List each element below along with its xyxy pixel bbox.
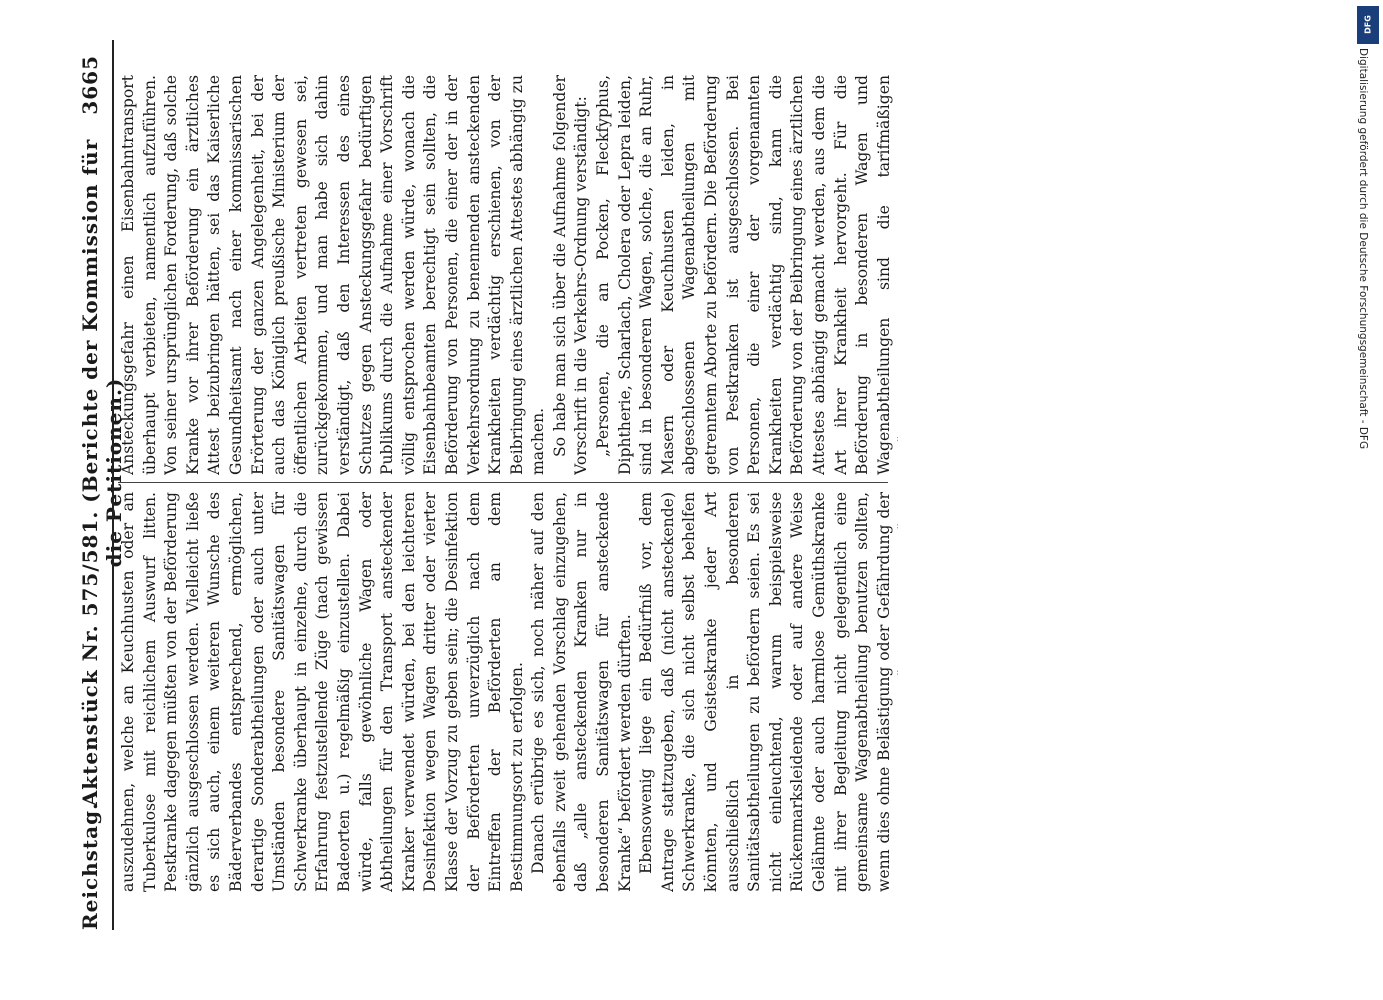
- header-title: Aktenstück Nr. 575/581. (Berichte der Kommission für die Petitionen.): [78, 138, 126, 807]
- page-number: 3665: [78, 55, 102, 115]
- column-divider: [118, 482, 888, 483]
- header-rule: [112, 40, 114, 930]
- paragraph: So habe man sich über die Aufnahme folgender Vorschrift in die Verkehrs-Ordnung verständigt:: [550, 75, 591, 475]
- text-column-right: [118, 75, 898, 475]
- paragraph: auszudehnen, welche an Keuchhusten oder an Tuberkulose mit reichlichem Auswurf litten. Pestkranke dagegen müßten von der Beförderung gänzlich ausgeschlossen werden. Vielleicht ließe es sich auch, einem weiteren Wunsche des Bäderverbandes entsprechend, ermöglichen, derartige Sonderabtheilungen oder auch unter Umständen besondere Sanitätswagen für Schwerkranke überhaupt in einzelne, durch die Erfahrung festzustellende Züge (nach gewissen Badeorten u.) regelmäßig einzustellen. Dabei würde, falls gewöhnliche Wagen oder Abtheilungen für den Transport ansteckender Kranker verwendet würden, bei den leichteren Desinfektion wegen Wagen dritter oder vierter Klasse der Vorzug zu geben sein; die Desinfektion der Beförderten unverzüglich nach dem Eintreffen der Beförderten an dem Bestimmungsort zu erfolgen.: [119, 492, 526, 892]
- dfg-logo-text: DFG: [1363, 15, 1373, 34]
- text-column-left: [118, 492, 898, 892]
- paragraph: Ebensowenig liege ein Bedürfniß vor, dem Antrage stattzugeben, daß (nicht ansteckende) Schwerkranke, die sich nicht selbst behelfen könnten, und Geisteskranke jeder Art ausschließlich in besonderen Sanitätsabtheilungen zu befördern seien. Es sei nicht einleuchtend, warum beispielsweise Rückenmarksleidende oder auf andere Weise Gelähmte oder auch harmlose Gemüthskranke mit ihrer Begleitung nicht gelegentlich eine gemeinsame Wagenabtheilung benutzen sollten, wenn dies ohne Belästigung oder Gefährdung der: [637, 492, 893, 892]
- paragraph: Danach erübrige es sich, noch näher auf den ebenfalls zweit gehenden Vorschlag einzugehen, daß „alle ansteckenden Kranken nur in besonderen Sanitätswagen für ansteckende Kranke“ befördert werden dürften.: [529, 492, 634, 892]
- dfg-logo: [1357, 6, 1379, 44]
- digitization-sidebar: [1355, 0, 1383, 1000]
- paragraph: Ansteckungsgefahr einen Eisenbahntransport überhaupt verbieten, namentlich aufzuführen. Von seiner ursprünglichen Forderung, daß solche Kranke vor ihrer Beförderung ein ärztliches Attest beizubringen hätten, sei das Kaiserliche Gesundheitsamt nach einer kommissarischen Erörterung der ganzen Angelegenheit, bei der auch das Königlich preußische Ministerium der öffentlichen Arbeiten vertreten gewesen sei, zurückgekommen, und man habe sich dahin verständigt, daß den Interessen des eines Schutzes gegen Ansteckungsgefahr bedürftigen Publikums durch die Aufnahme einer Vorschrift völlig entsprochen werden würde, wonach die Eisenbahnbeamten berechtigt sein sollten, die Beförderung von Personen, die einer der in der Verkehrsordnung zu benennenden ansteckenden Krankheiten verdächtig erschienen, von der Beibringung eines ärztlichen Attestes abhängig zu machen.: [119, 75, 548, 475]
- header-left: Reichstag.: [78, 801, 102, 930]
- page-header: [70, 0, 126, 1000]
- quote-paragraph: „Personen, die an Pocken, Fleckfyphus, Diphtherie, Scharlach, Cholera oder Lepra leiden, sind in besonderen Wagen, solche, die an Ruhr, Masern oder Keuchhusten leiden, in abgeschlossenen Wagenabtheilungen mit getrenntem Aborte zu befördern. Die Beförderung von Pestkranken ist ausgeschlossen. Bei Personen, die einer der vorgenannten Krankheiten verdächtig sind, kann die Beförderung von der Beibringung eines ärztlichen Attestes abhängig gemacht werden, aus dem die Art ihrer Krankheit hervorgeht. Für die Beförderung in besonderen Wagen und Wagenabtheilungen sind die tarifmäßigen: [594, 75, 893, 475]
- funding-credit: Digitalisierung gefördert durch die Deutsche Forschungsgemeinschaft - DFG: [1357, 48, 1369, 450]
